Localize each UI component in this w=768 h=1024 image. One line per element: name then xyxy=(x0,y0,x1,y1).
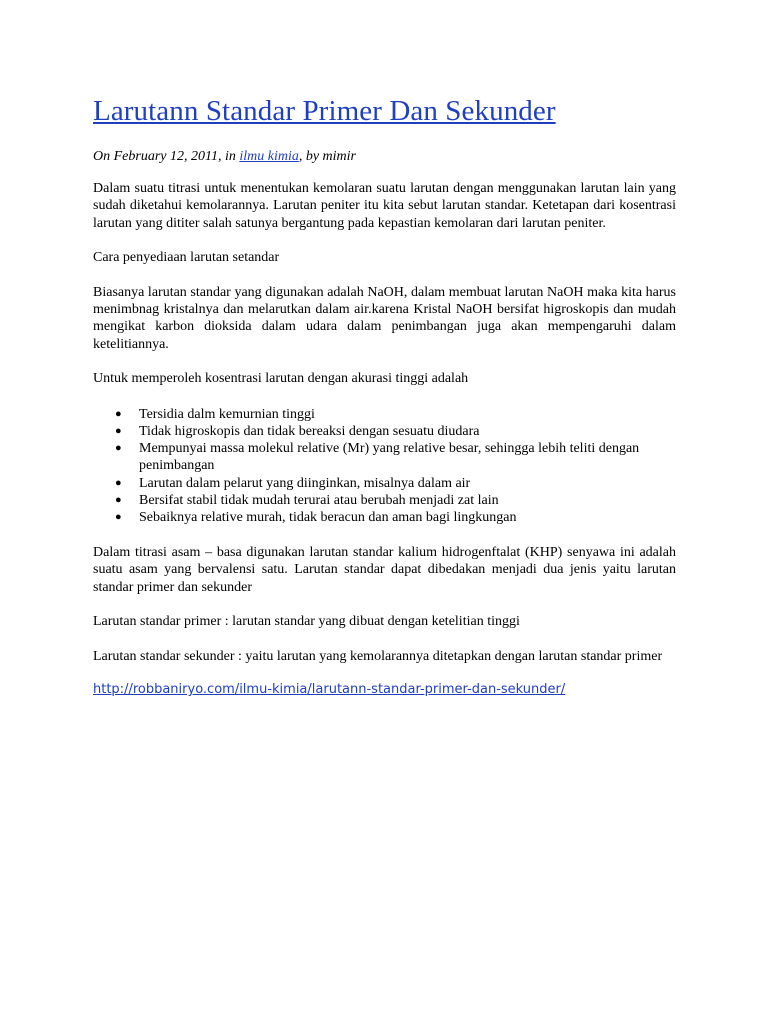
preparation-heading: Cara penyediaan larutan setandar xyxy=(93,250,280,266)
bullet-icon: ● xyxy=(115,511,122,524)
document-page xyxy=(93,92,676,699)
list-item: ● Mempunyai massa molekul relative (Mr) yang relative besar, sehingga lebih teliti dengan penimbangan xyxy=(115,441,640,474)
intro-paragraph: Dalam suatu titrasi untuk menentukan kemolaran suatu larutan dengan menggunakan larutan lain yang sudah diketahui kemolarannya. Larutan peniter itu kita sebut larutan standar. Ketetapan dari kosentrasi larutan yang dititer salah satunya bergantung pada kepastian kemolaran dari larutan peniter. xyxy=(93,181,676,231)
bullet-icon: ● xyxy=(115,424,122,437)
list-item: ● Tersidia dalm kemurnian tinggi xyxy=(115,406,315,422)
meta-date: On February 12, 2011, in xyxy=(93,149,240,164)
naoh-paragraph: Biasanya larutan standar yang digunakan adalah NaOH, dalam membuat larutan NaOH maka kita harus menimbnag kristalnya dan melarutkan dalam air.karena Kristal NaOH bersifat higroskopis dan mudah mengikat karbon dioksida dalam udara dalam penimbangan juga akan mempengaruhi dalam ketelitiannya. xyxy=(93,284,676,352)
source-url-line xyxy=(93,681,676,699)
list-item: ● Sebaiknya relative murah, tidak beracun dan aman bagi lingkungan xyxy=(115,510,517,526)
category-link[interactable]: ilmu kimia xyxy=(239,149,299,164)
primary-definition: Larutan standar primer : larutan standar yang dibuat dengan ketelitian tinggi xyxy=(93,614,520,630)
article-meta xyxy=(93,148,676,166)
list-item: ● Bersifat stabil tidak mudah terurai atau berubah menjadi zat lain xyxy=(115,493,499,509)
bullet-icon: ● xyxy=(115,494,122,507)
list-item: ● Tidak higroskopis dan tidak bereaksi dengan sesuatu diudara xyxy=(115,423,480,439)
khp-paragraph: Dalam titrasi asam – basa digunakan larutan standar kalium hidrogenftalat (KHP) senyawa ini adalah suatu asam yang bervalensi satu. Larutan standar dapat dibedakan menjadi dua jenis yaitu larutan standar primer dan sekunder xyxy=(93,544,676,595)
accuracy-paragraph: Untuk memperoleh kosentrasi larutan dengan akurasi tinggi adalah xyxy=(93,371,469,387)
article-title xyxy=(93,92,676,130)
bullet-icon: ● xyxy=(115,476,122,489)
bullet-icon: ● xyxy=(115,407,122,420)
criteria-list xyxy=(93,406,676,527)
secondary-definition: Larutan standar sekunder : yaitu larutan yang kemolarannya ditetapkan dengan larutan standar primer xyxy=(93,648,663,664)
bullet-icon: ● xyxy=(115,442,122,455)
list-item: ● Larutan dalam pelarut yang diinginkan, misalnya dalam air xyxy=(115,475,471,491)
meta-author: , by mimir xyxy=(298,149,357,164)
article-title-link[interactable]: Larutann Standar Primer Dan Sekunder xyxy=(93,95,556,127)
source-url-link[interactable]: http://robbaniryo.com/ilmu-kimia/larutann-standar-primer-dan-sekunder/ xyxy=(93,682,566,698)
